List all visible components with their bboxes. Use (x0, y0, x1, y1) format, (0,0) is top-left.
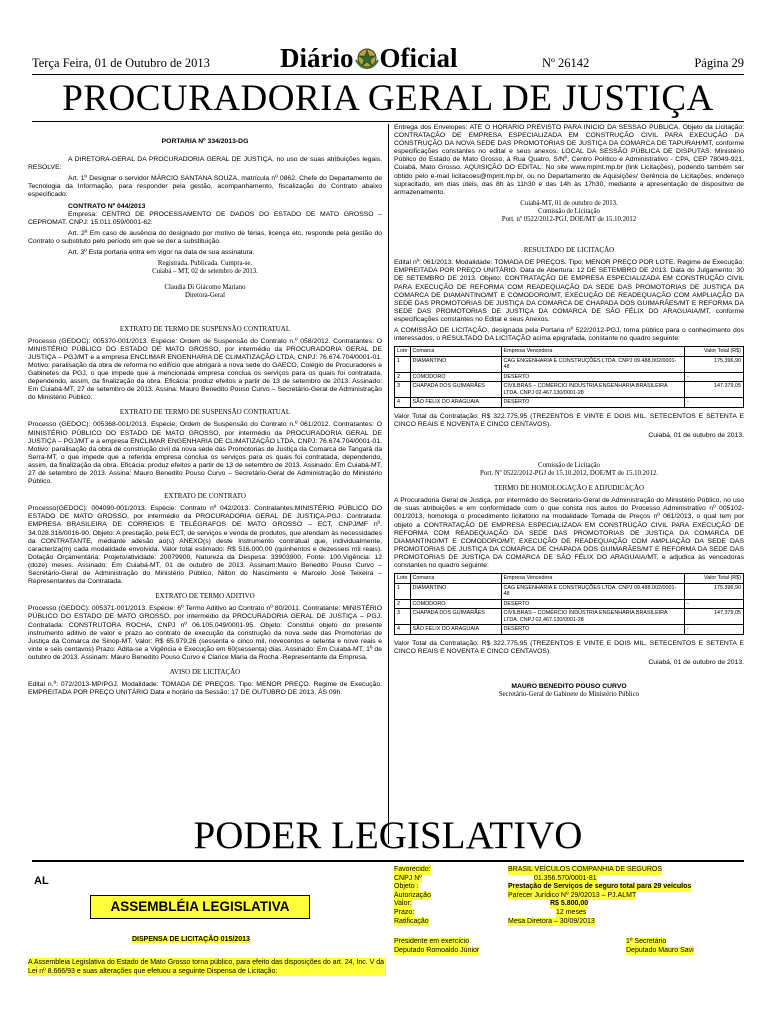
section-heading: EXTRATO DE TERMO DE SUSPENSÃO CONTRATUAL (119, 324, 291, 333)
detail-value: Mesa Diretora – 30/09/2013 (508, 917, 595, 925)
masthead (280, 43, 457, 74)
table-cell: 147.379,05 (685, 609, 744, 625)
table-cell: DESERTO (501, 599, 685, 609)
result-table (394, 346, 744, 408)
detail-label: Ratificação (394, 917, 429, 925)
table-cell: 4 (395, 625, 411, 635)
total-value: Valor Total da Contratação: R$ 322.775,95 (TREZENTOS E VINTE E DOIS MIL, SETECENTOS E SETENTA E CINCO REAIS E NOVENTA E CINCO CENTAVOS). (394, 639, 744, 655)
table-cell: 175.396,90 (685, 583, 744, 599)
table-row (395, 356, 744, 372)
dispensa-title: DISPENSA DE LICITAÇÃO 015/2013 (132, 936, 250, 943)
signature-row (394, 947, 744, 956)
page-number: Página 29 (694, 56, 744, 70)
table-cell: 2 (395, 599, 411, 609)
signature-line: Comissão de Licitação (538, 207, 600, 215)
table-header: Lote (395, 347, 411, 357)
al-label: AL (34, 875, 49, 887)
table-row (395, 372, 744, 382)
result-paragraph: Edital nº: 061/2013. Modalidade: TOMADA DE PREÇOS. Tipo: MENOR PREÇO POR LOTE. Regime de Execução: EMPREITADA POR PREÇO UNITÁRIO. Data de Abertura: 12 DE SETEMBRO DE 2013. Data do Julgamento: 30 DE SETEMBRO DE 2013. Objeto: CONTRATAÇÃO DE EMPRESA ESPECIALIZADA EM CONSTRUÇÃO CIVIL PARA EXECUÇÃO DE REFORMA COM READEQUAÇÃO DA SEDE DAS PROMOTORIAS DE JUSTIÇA DA COMARCA DE DIAMANTINO/MT E COMODORO/MT, EXECUÇÃO DE READEQUAÇÃO COM AMPLIAÇÃO DA SEDE DAS PROMOTORIAS DE JUSTIÇA DA COMARCA DE CHAPADA DOS GUIMARÃES/MT E REFORMA DA SEDE DAS PROMOTORIAS DE JUSTIÇA DA COMARCA DE SÃO FÉLIX DO ARAGUAIA/MT, conforme especificações constantes no Edital e seus Anexos. (394, 259, 744, 323)
table-cell: CHAPADA DOS GUIMARÃES (410, 609, 501, 625)
detail-row (394, 866, 744, 875)
detail-label: Valor: (394, 900, 412, 908)
detail-label: Autorização (394, 891, 431, 899)
detail-label: CNPJ Nº (394, 874, 422, 882)
table-cell: - (685, 398, 744, 408)
table-cell: DIAMANTINO (410, 583, 501, 599)
table-cell: 175.396,90 (685, 356, 744, 372)
table-row (395, 625, 744, 635)
table-row (395, 599, 744, 609)
detail-row (394, 900, 744, 909)
signature-line: Port. Nº 0522/2012-PGJ de 15.10.2012, DOE/MT de 15.10.2012. (480, 470, 658, 478)
section-heading: EXTRATO DE TERMO ADITIVO (155, 592, 255, 601)
table-cell: CIVILBRAS – COMÉRCIO INDÚSTRIA ENGENHARIA BRASILEIRA LTDA. CNPJ 02.467.130/0001-28 (501, 382, 685, 398)
section-heading: AVISO DE LICITAÇÃO (169, 667, 241, 676)
section-rule (32, 860, 744, 862)
detail-row (394, 875, 744, 884)
state-crest-icon (354, 46, 380, 70)
detail-label: Prazo: (394, 908, 415, 916)
section-heading: EXTRATO DE TERMO DE SUSPENSÃO CONTRATUAL (119, 408, 291, 417)
table-cell: DESERTO (501, 398, 685, 408)
detail-row (394, 892, 744, 901)
table-cell: DESERTO (501, 372, 685, 382)
signature-line: Cuiabá – MT, 02 de setembro de 2013. (152, 268, 258, 276)
table-header: Lote (395, 574, 411, 584)
portaria-paragraph: Empresa: CENTRO DE PROCESSAMENTO DE DADOS DO ESTADO DE MATO GROSSO – CEPROMAT. CNPJ: 15.011.059/0001-62. (28, 210, 382, 226)
signature-right-name: Deputado Mauro Savi (626, 946, 694, 954)
table-header: Comarca (410, 574, 501, 584)
signature-left-role: Presidente em exercício (394, 938, 470, 946)
section-heading: EXTRATO DE CONTRATO (164, 492, 246, 501)
section-title: PROCURADORIA GERAL DE JUSTIÇA (32, 77, 744, 122)
table-cell: DESERTO (501, 625, 685, 635)
right-column (394, 124, 744, 826)
table-row (395, 398, 744, 408)
total-value: Valor Total da Contratação: R$ 322.775,95 (TREZENTOS E VINTE E DOIS MIL, SETECENTOS E SETENTA E CINCO REAIS E NOVENTA E CINCO CENTAVOS). (394, 412, 744, 428)
table-cell: - (685, 599, 744, 609)
table-cell: CAG ENGENHARIA E CONSTRUÇÕES LTDA. CNPJ 09.488.002/0001-48 (501, 583, 685, 599)
result-paragraph: A COMISSÃO DE LICITAÇÃO, designada pela Portaria nº 522/2012-PGJ, torna público para o conhecimento dos interessados, o RESULTADO DA LICITAÇÃO acima epigrafada, constante no quadro seguinte: (394, 326, 744, 343)
portaria-paragraph: Art. 1º Designar o servidor MÁRCIO SANTANA SOUZA, matrícula nº 0862, Chefe do Departamento de Tecnologia da Informação, para responder pela gestão, acompanhamento, fiscalização do Contrato abaixo especificado: (28, 175, 382, 199)
table-row (395, 583, 744, 599)
portaria-paragraph: A DIRETORA-GERAL DA PROCURADORIA GERAL DE JUSTIÇA, no uso de suas atribuições legais, RESOLVE: (28, 156, 382, 172)
issue-number: Nº 26142 (542, 56, 590, 70)
extract-paragraph: Processo (GEDOC): 005368-001/2013. Espécie: Ordem de Suspensão do Contrato n.º 061/2012. Contratantes: O MINISTÉRIO PÚBLICO DO ESTADO DE MATO GROSSO, por intermédio da PROCURADORIA GERAL DE JUSTIÇA – PGJ/MT e a empresa ENCLIMAR ENGENHARIA DE CLIMATIZAÇÃO LTDA, CNPJ: 76.674.704/0001-01. Motivo: paralisação da obra de construção civil da nova sede das Promotorias de Justiça da Comarca de Tangará da Serra-MT, o que impede que a referida empresa conclua os serviços para os quais foi contratada, dependendo, assim, da finalização da obra. Eficácia: produz efeitos a partir de 13 de setembro de 2013. Assinado: Em Cuiabá-MT, 27 de setembro de 2013. Assina: Mauro Benedito Pouso Curvo – Secretário-Geral de Administração do Ministério Público. (28, 421, 382, 486)
signatory-name: Claudia Di Giácomo Mariano (164, 284, 246, 292)
detail-row (394, 883, 744, 892)
dispensa-details (394, 866, 744, 955)
signature-left-name: Deputado Romoaldo Júnior (394, 946, 480, 954)
legislative-section-title: PODER LEGISLATIVO (193, 814, 583, 857)
table-cell: DIAMANTINO (410, 356, 501, 372)
page-header (32, 43, 744, 75)
homologation-paragraph: A Procuradoria Geral de Justiça, por intermédio do Secretário-Geral de Administração do Ministério Público, no uso de suas atribuições e em conformidade com o que consta nos autos do Processo Administrativo nº 005102-001/2013, homologa o procedimento licitatório na modalidade Tomada de Preços nº 061/2013, o qual tem por objeto a CONTRATAÇÃO DE EMPRESA ESPECIALIZADA EM CONSTRUÇÃO CIVIL PARA EXECUÇÃO DE REFORMA COM READEQUAÇÃO DA SEDE DAS PROMOTORIAS DE JUSTIÇA DA COMARCA DE DIAMANTINO/MT E COMODORO/MT, EXECUÇÃO DE READEQUAÇÃO COM AMPLIAÇÃO DA SEDE DAS PROMOTORIAS DE JUSTIÇA DA COMARCA DE CHAPADA DOS GUIMARÃES/MT E REFORMA DA SEDE DAS PROMOTORIAS DE JUSTIÇA DA COMARCA DE SÃO FÉLIX DO ARAGUAIA/MT, e adjudica às vencedoras constantes no quadro seguinte: (394, 497, 744, 569)
signature-row (394, 938, 744, 947)
detail-label: Favorecido: (394, 866, 431, 873)
table-cell: CHAPADA DOS GUIMARÃES (410, 382, 501, 398)
table-cell: CIVILBRAS – COMÉRCIO INDÚSTRIA ENGENHARIA BRASILEIRA LTDA. CNPJ 02.467.130/0001-28 (501, 609, 685, 625)
portaria-contract: CONTRATO Nº 044/2013 (68, 202, 146, 210)
signature-line: Comissão de Licitação (538, 461, 600, 469)
table-cell: 4 (395, 398, 411, 408)
signatory-role: Secretário-Geral de Gabinete do Ministério Público (498, 690, 640, 698)
extract-paragraph: Processo(GEDOC): 004090-001/2013. Espécie: Contrato nº 042/2013. Contratantes:MINISTÉRIO PÚBLICO DO ESTADO DE MATO GROSSO, por intermédio da PROCURADORIA GERAL DE JUSTIÇA-PGJ. Contratada: EMPRESA BRASILEIRA DE CORREIOS E TELÉGRAFOS DE MATO GROSSO – ECT, CNPJ/MF nº. 34.028.316/0016-90. Objeto: A prestação, pela ECT, de serviços e venda de produtos, que atendam às necessidades da CONTRATANTE, mediante adesão ao(s) ANEXO(s) deste Instrumento contratual que, individualmente, caracteriza(m) cada modalidade envolvida. Valor total estimado: R$ 516.000,00 (quinhentos e dezesseis mil reais). Dotação Orçamentária: Projeto/atividade: 20079900, Natureza da Despesa: 33903900, Fonte: 100.Vigência: 12 (doze) meses. Assinado: Em Cuiabá-MT, 01 de outubro de 2013. Assinam:Mauro Benedito Pouso Curvo – Secretário-Geral de Administração do Ministério Público, Nilton do Nascimento e Marcelo José Teixeira – Representantes da Contratada. (28, 505, 382, 586)
signatory-name: MAURO BENEDITO POUSO CURVO (511, 682, 627, 690)
portaria-paragraph: Art. 2º Em caso de ausência do designado por motivo de férias, licença etc, responde pela gestão do Contrato o substituto pelo período em que se der a substituição. (28, 229, 382, 245)
signature-line: Cuiabá-MT, 01 de outubro de 2013. (520, 199, 618, 207)
table-cell: 2 (395, 372, 411, 382)
table-cell: CAG ENGENHARIA E CONSTRUÇÕES LTDA. CNPJ 09.488.002/0001-48 (501, 356, 685, 372)
table-cell: - (685, 372, 744, 382)
table-cell: COMODORO (410, 599, 501, 609)
table-header: Valor Total (R$) (685, 347, 744, 357)
detail-label: Objeto : (394, 883, 419, 891)
portaria-paragraph: Art. 3º Esta portaria entra em vigor na data de sua assinatura. (68, 249, 255, 257)
extract-paragraph: Edital n.º: 072/2013-MP/PGJ. Modalidade: TOMADA DE PREÇOS. Tipo: MENOR PREÇO. Regime de Execução: EMPREITADA POR PREÇO UNITÁRIO Data e horário da Sessão: 17 DE OUTUBRO DE 2013, ÀS 09h. (28, 681, 382, 697)
detail-row (394, 909, 744, 918)
table-row (395, 382, 744, 398)
table-cell: 1 (395, 583, 411, 599)
section-heading: TERMO DE HOMOLOGAÇÃO E ADJUDICAÇÃO (493, 484, 645, 493)
masthead-right: Oficial (379, 43, 458, 73)
detail-value: Prestação de Serviços de seguro total para 29 veículos (508, 883, 692, 891)
detail-value: R$ 5.800,00 (550, 900, 589, 908)
table-cell: 3 (395, 382, 411, 398)
table-cell: SÃO FELIX DO ARAGUAIA (410, 625, 501, 635)
table-header: Empresa Vencedora (501, 574, 685, 584)
table-cell: 3 (395, 609, 411, 625)
date-line: Cuiabá, 01 de outubro de 2013. (648, 658, 744, 666)
signature-line: Registrada. Publicada. Cumpra-se. (157, 260, 253, 268)
table-header: Valor Total (R$) (685, 574, 744, 584)
column-divider (388, 124, 389, 844)
masthead-left: Diário (280, 43, 354, 73)
section-heading: RESULTADO DE LICITAÇÃO (523, 246, 615, 255)
table-cell: 1 (395, 356, 411, 372)
detail-value: BRASIL VEÍCULOS COMPANHIA DE SEGUROS (508, 866, 663, 873)
signatory-role: Diretora-Geral (184, 292, 225, 300)
dispensa-text: A Assembleia Legislativa do Estado de Mato Grosso torna público, para efeito das disposições do art. 24, Inc. V da Lei nº 8.666/93 e suas alterações que efetuou a seguinte Dispensa de Licitação: (28, 959, 385, 975)
signature-line: Port. nº 0522/2012-PGJ, DOE/MT de 15.10.2012 (501, 216, 637, 224)
detail-row (394, 918, 744, 927)
table-cell: 147.379,05 (685, 382, 744, 398)
extract-paragraph: Processo (GEDOC): 005370-001/2013. Espécie: Ordem de Suspensão do Contrato n.º 058/2012. Contratantes: O MINISTÉRIO PÚBLICO DO ESTADO DE MATO GROSSO, por intermédio da PROCURADORIA GERAL DE JUSTIÇA – PGJ/MT e a empresa ENCLIMAR ENGENHARIA DE CLIMATIZAÇÃO LTDA, CNPJ: 76.674.704/0001-01. Motivo: paralisação da obra de reforma no edifício que abrigará a nova sede do GAECO, Colégio de Procuradores e Gabinetes da PGJ, o que impede que a mencionada empresa conclua os serviços para os quais foi contratada, dependendo, assim, da finalização da obra. Eficácia: produz efeitos a partir de 13 de setembro de 2013. Assinado: Em Cuiabá-MT, 27 de setembro de 2013. Assina: Mauro Benedito Pouso Curvo – Secretário-Geral de Administração do Ministério Público. (28, 337, 382, 402)
homologation-table (394, 573, 744, 635)
date-line: Cuiabá, 01 de outubro de 2013. (648, 431, 744, 439)
table-cell: - (685, 625, 744, 635)
table-cell: SÃO FELIX DO ARAGUAIA (410, 398, 501, 408)
signature-right-role: 1º Secretário (626, 938, 667, 946)
table-header: Empresa Vencedora (501, 347, 685, 357)
extract-paragraph: Processo (GEDOC): 005371-001/2013. Espécie: 6º Termo Aditivo ao Contrato nº 80/2011. Contratante: MINISTÉRIO PÚBLICO DO ESTADO DE MATO GROSSO, por intermédio da PROCURADORIA GERAL DE JUSTIÇA – PGJ. Contratada: CONSTRUTORA ROCHA, CNPJ nº 06.105.049/0001-95. Objeto: Constitui objeto do presente instrumento aditivo de valor e prazo ao contrato de execução da construção da nova sede das Promotorias de Justiça da Comarca de Sinop-MT. Valor: R$ 65.979,26 (sessenta e cinco mil, novecentos e setenta e nove reais e vinte e seis centavos) Prazo: Adita-se a Vigência e Execução em 60(sessenta) dias. Assinado: Em Cuiabá-MT, 1º de outubro de 2013. Assinam: Mauro Benedito Pouso Curvo e Clarice Maria da Rocha -Representante da Empresa. (28, 605, 382, 661)
detail-value: 12 meses (556, 908, 587, 916)
portaria-title: PORTARIA Nº 334/2013-DG (161, 138, 249, 145)
detail-value: 01.356.570/0001-81 (534, 874, 597, 882)
notice-paragraph: Entrega dos Envelopes: ATÉ O HORÁRIO PREVISTO PARA INÍCIO DA SESSÃO PÚBLICA. Objeto da Licitação: CONTRATAÇÃO DE EMPRESA ESPECIALIZADA EM CONSTRUÇÃO CIVIL PARA EXECUÇÃO DA CONSTRUÇÃO DA NOVA SEDE DAS PROMOTORIAS DE JUSTIÇA DA COMARCA DE TAPURAH/MT, conforme especificações constantes no edital e seus anexos. LOCAL DA SESSÃO PÚBLICA DE DISPUTAS: Ministério Público do Estado de Mato Grosso, à Rua Quatro, S/Nº, Centro Político e Administrativo - CPA, CEP 78049-921, Cuiabá, Mato Grosso. AQUISIÇÃO DO EDITAL: No site www.mpmt.mp.br (link Licitações), podendo também ser obtido pelo e-mail licitacoes@mpmt.mp.br, ou no Departamento de Aquisições/ Gerência de Licitações, endereço supracitado, em dias úteis, das 8h às 11h30 e das 14h às 17h30, mediante a apresentação de dispositivo de armazenamento. (394, 124, 744, 196)
table-cell: COMODORO (410, 372, 501, 382)
table-row (395, 609, 744, 625)
table-header-row (395, 347, 744, 357)
issue-date: Terça Feira, 01 de Outubro de 2013 (32, 56, 210, 70)
table-header-row (395, 574, 744, 584)
left-column (28, 128, 382, 846)
table-header: Comarca (410, 347, 501, 357)
assembly-banner: ASSEMBLÉIA LEGISLATIVA (90, 895, 310, 919)
detail-value: Parecer Jurídico Nº 29/02013 – PJ.ALMT (508, 891, 637, 899)
